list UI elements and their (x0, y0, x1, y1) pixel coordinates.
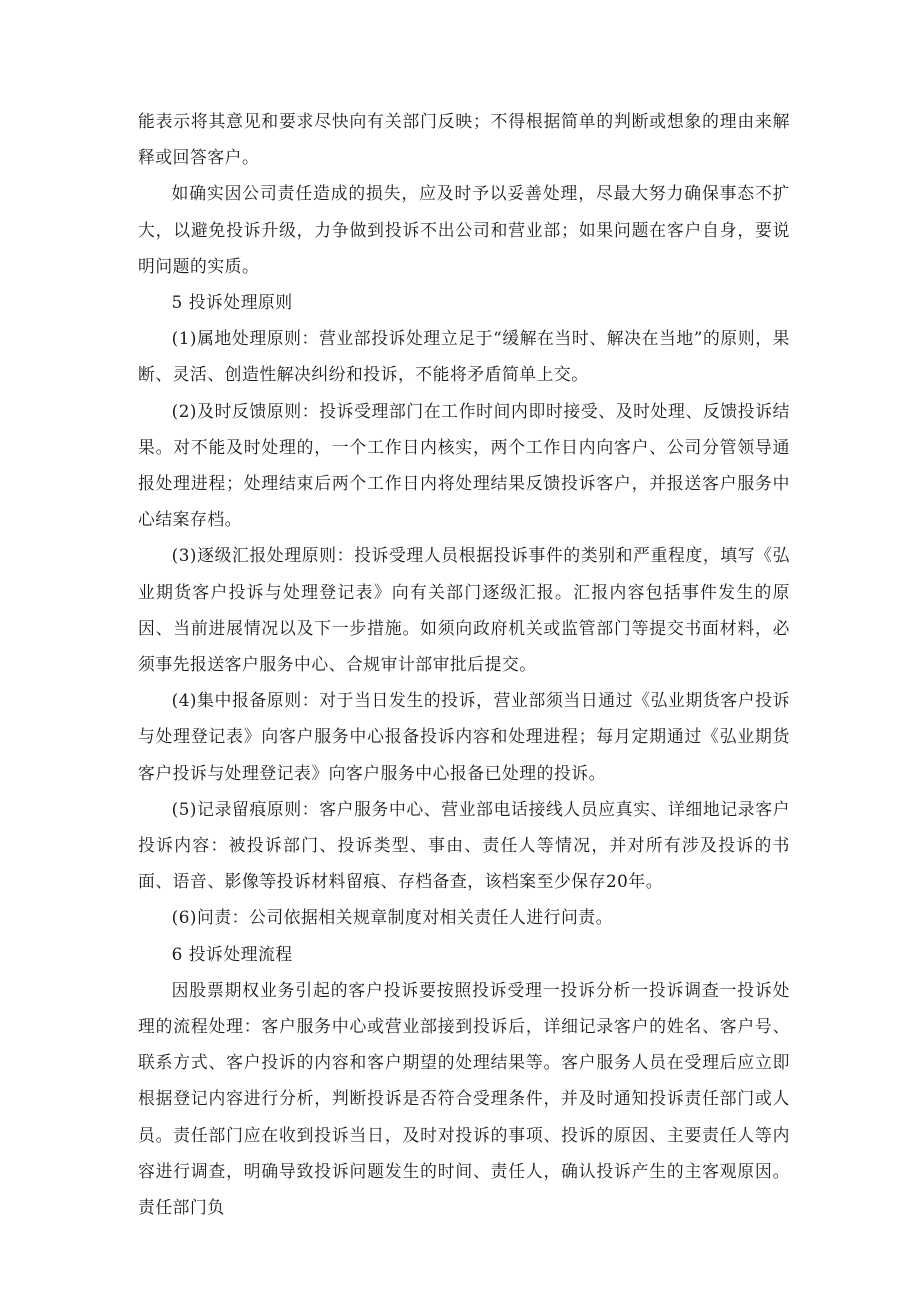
principle-timely-feedback: (2)及时反馈原则：投诉受理部门在工作时间内即时接受、及时处理、反馈投诉结果。对不能及时处理的，一个工作日内核实，两个工作日内向客户、公司分管领导通报处理进程；处理结束后两个工作日内将处理结果反馈投诉客户，并报送客户服务中心结案存档。 (138, 400, 790, 530)
principle-local-handling: (1)属地处理原则：营业部投诉处理立足于“缓解在当时、解决在当地”的原则，果断、灵活、创造性解决纠纷和投诉，不能将矛盾简单上交。 (138, 328, 790, 385)
principle-accountability: (6)问责：公司依据相关规章制度对相关责任人进行问责。 (171, 907, 613, 928)
section-heading-principles: 5 投诉处理原则 (171, 292, 293, 313)
principle-record-keeping: (5)记录留痕原则：客户服务中心、营业部电话接线人员应真实、详细地记录客户投诉内容：被投诉部门、投诉类型、事由、责任人等情况，并对所有涉及投诉的书面、语音、影像等投诉材料留痕、存档备查，该档案至少保存20年。 (138, 798, 790, 892)
paragraph-continuation: 能表示将其意见和要求尽快向有关部门反映；不得根据简单的判断或想象的理由来解释或回答客户。 (138, 111, 790, 168)
principle-centralized-filing: (4)集中报备原则：对于当日发生的投诉，营业部须当日通过《弘业期货客户投诉与处理登记表》向客户服务中心报备投诉内容和处理进程；每月定期通过《弘业期货客户投诉与处理登记表》向客户服务中心报备已处理的投诉。 (138, 690, 790, 783)
paragraph-process: 因股票期权业务引起的客户投诉要按照投诉受理一投诉分析一投诉调查一投诉处理的流程处理：客户服务中心或营业部接到投诉后，详细记录客户的姓名、客户号、联系方式、客户投诉的内容和客户期望的处理结果等。客户服务人员在受理后应立即根据登记内容进行分析，判断投诉是否符合受理条件，并及时通知投诉责任部门或人员。责任部门应在收到投诉当日，及时对投诉的事项、投诉的原因、主要责任人等内容进行调查，明确导致投诉问题发生的时间、责任人，确认投诉产生的主客观原因。责任部门负 (138, 979, 790, 1218)
principle-escalation: (3)逐级汇报处理原则：投诉受理人员根据投诉事件的类别和严重程度，填写《弘业期货客户投诉与处理登记表》向有关部门逐级汇报。汇报内容包括事件发生的原因、当前进展情况以及下一步措施。如须向政府机关或监管部门等提交书面材料，必须事先报送客户服务中心、合规审计部审批后提交。 (138, 545, 790, 675)
section-heading-process: 6 投诉处理流程 (171, 943, 293, 964)
paragraph-loss-handling: 如确实因公司责任造成的损失，应及时予以妥善处理，尽最大努力确保事态不扩大，以避免投诉升级，力争做到投诉不出公司和营业部；如果问题在客户自身，要说明问题的实质。 (138, 183, 790, 276)
document-body (138, 103, 790, 1225)
